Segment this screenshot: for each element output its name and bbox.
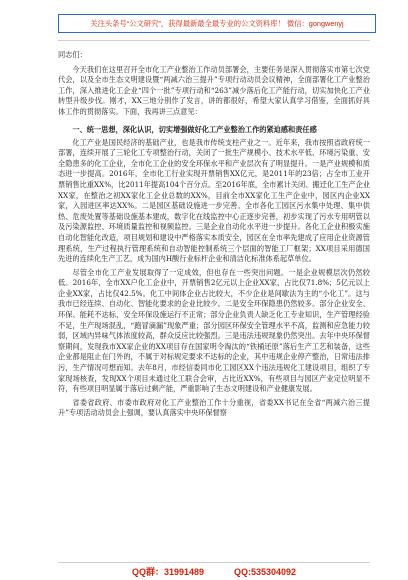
- body-paragraph-achievements: 化工产业是国民经济的基础产业，也是我市传统支柱产业之一。近年来，我市按照省政府统一部署，连续开展了三轮化工专项整治行动，关闭了一批生产规模小、技术水平低、环境污染重、安全隐患多的化工企业，全市化工企业的安全环保水平和产业层次有了明显提升。一是产业规模和质态进一步提高。2016年，全市化工行业实现开票销售XX亿元，是2011年的23倍；占全市工业开票销售比重XX%，比2011年提高104个百分点。至2016年底，全市累计关闭、搬迁化工生产企业XX家，在整治之初XX家化工企业总数的XX%，目前全市XX家化工生产企业中，园区内企业XX家，入园进区率达XX%。二是园区基础设施进一步完善。全市各化工园区污水集中处理、集中供热、危废处置等基础设施基本建成，数字化在线监控中心正逐步完善，初步实现了污水专用明管以及污染源监控、环境质量监控和视频监控。三是企业自动化水平进一步提升。各化工企业积极实施自动化智能化改造，项目规划和建设中严格落实本质安全，园区在全市率先建成了应用企业资源管理系统，生产过程执行管理系统和自动智能控制系统三个层面的智能工厂框架；XX项目采用德国先进的连续化生产工艺，成为国内H酸行业标杆企业和清洁化标准体系起草单位。: [58, 137, 370, 264]
- footer-divider: [58, 562, 370, 563]
- promo-banner[interactable]: 关注头条号“公文研究”，获得最新最全最专业的公文资料库！ 微信：gongwenyj: [58, 14, 376, 33]
- header-divider: [58, 40, 370, 41]
- contact-footer: [58, 566, 370, 578]
- intro-paragraph: 今天我们在这里召开全市化工产业整治工作动员部署会，主要任务是深入贯彻落实市第七次党代会，以及全市生态文明建设暨“两减六治三提升”专项行动动员会议精神，全面部署化工产业整治工作，深入推进化工企业“四个一批”专项行动和“263”减少落后化工产能行动，切实加快化工产业转型升级步伐。刚才，XX三地分别作了发言，讲的都很好，希望大家认真学习借鉴，全面抓好具体工作的贯彻落实。下面，我再讲三点意见：: [58, 64, 370, 116]
- salutation: 同志们：: [58, 50, 87, 59]
- body-paragraph-problems: 尽管全市化工产业发展取得了一定成效，但也存在一些突出问题。一是企业规模层次仍然较低。2016年，全市XX户化工企业中，开票销售2亿元以上企业XX家，占比仅71.8%；5亿元以上企业XX家，占比仅42.5%。化工中间体企业占比较大，不少企业是间歇法为主的“小化工”。这与我市已经连续、自动化、智能化要求的企业比较少。二是安全环保隐患仍然较多。部分企业安全、环保、能耗不达标，安全环保设施运行不正常；部分企业负责人缺乏化工专业知识，生产管理经验不足，生产现场混乱，“跑冒滴漏”现象严重；部分园区环保安全管理水平不高，监测和应急能力较弱，区域内异味气体浓度较高，群众反应比较强烈。三是违法违规现象仍然突出。去年中央环保督察期间，发现我市XX家企业的XX项目存在国家明令淘汰的“铁桶还原”落后生产工艺和装备，这些企业都是阻止在门外的，不属于对标规定要求不达标的企业，其中违规企业停产整治，日常违法排污，生产情况可想而知。去年8月，市经信委同市化工园区XX个违法违规化工建设项目，组织了专家现场核查，发现XX个项目未通过化工联合会审，占比近XX%，有些项目与园区产业定位明显不符，有些项目明显属于落后过剩产能，严重影响了生态文明建设和产业健康发展。: [58, 267, 370, 394]
- qq-number-text: QQ:535304092: [234, 567, 297, 577]
- qq-group-text: QQ群：31991489: [131, 567, 204, 577]
- document-body: [58, 44, 370, 560]
- body-paragraph-leadership: 省委省政府、市委市政府对化工产业整治工作十分重视，省委XX书记在全省“两减六治三提升”专项活动动员会上强调，要认真落实中央环保督察: [58, 397, 370, 418]
- section-heading-one: 一、统一思想，深化认识，切实增强做好化工产业整治工作的紧迫感和责任感: [72, 124, 317, 134]
